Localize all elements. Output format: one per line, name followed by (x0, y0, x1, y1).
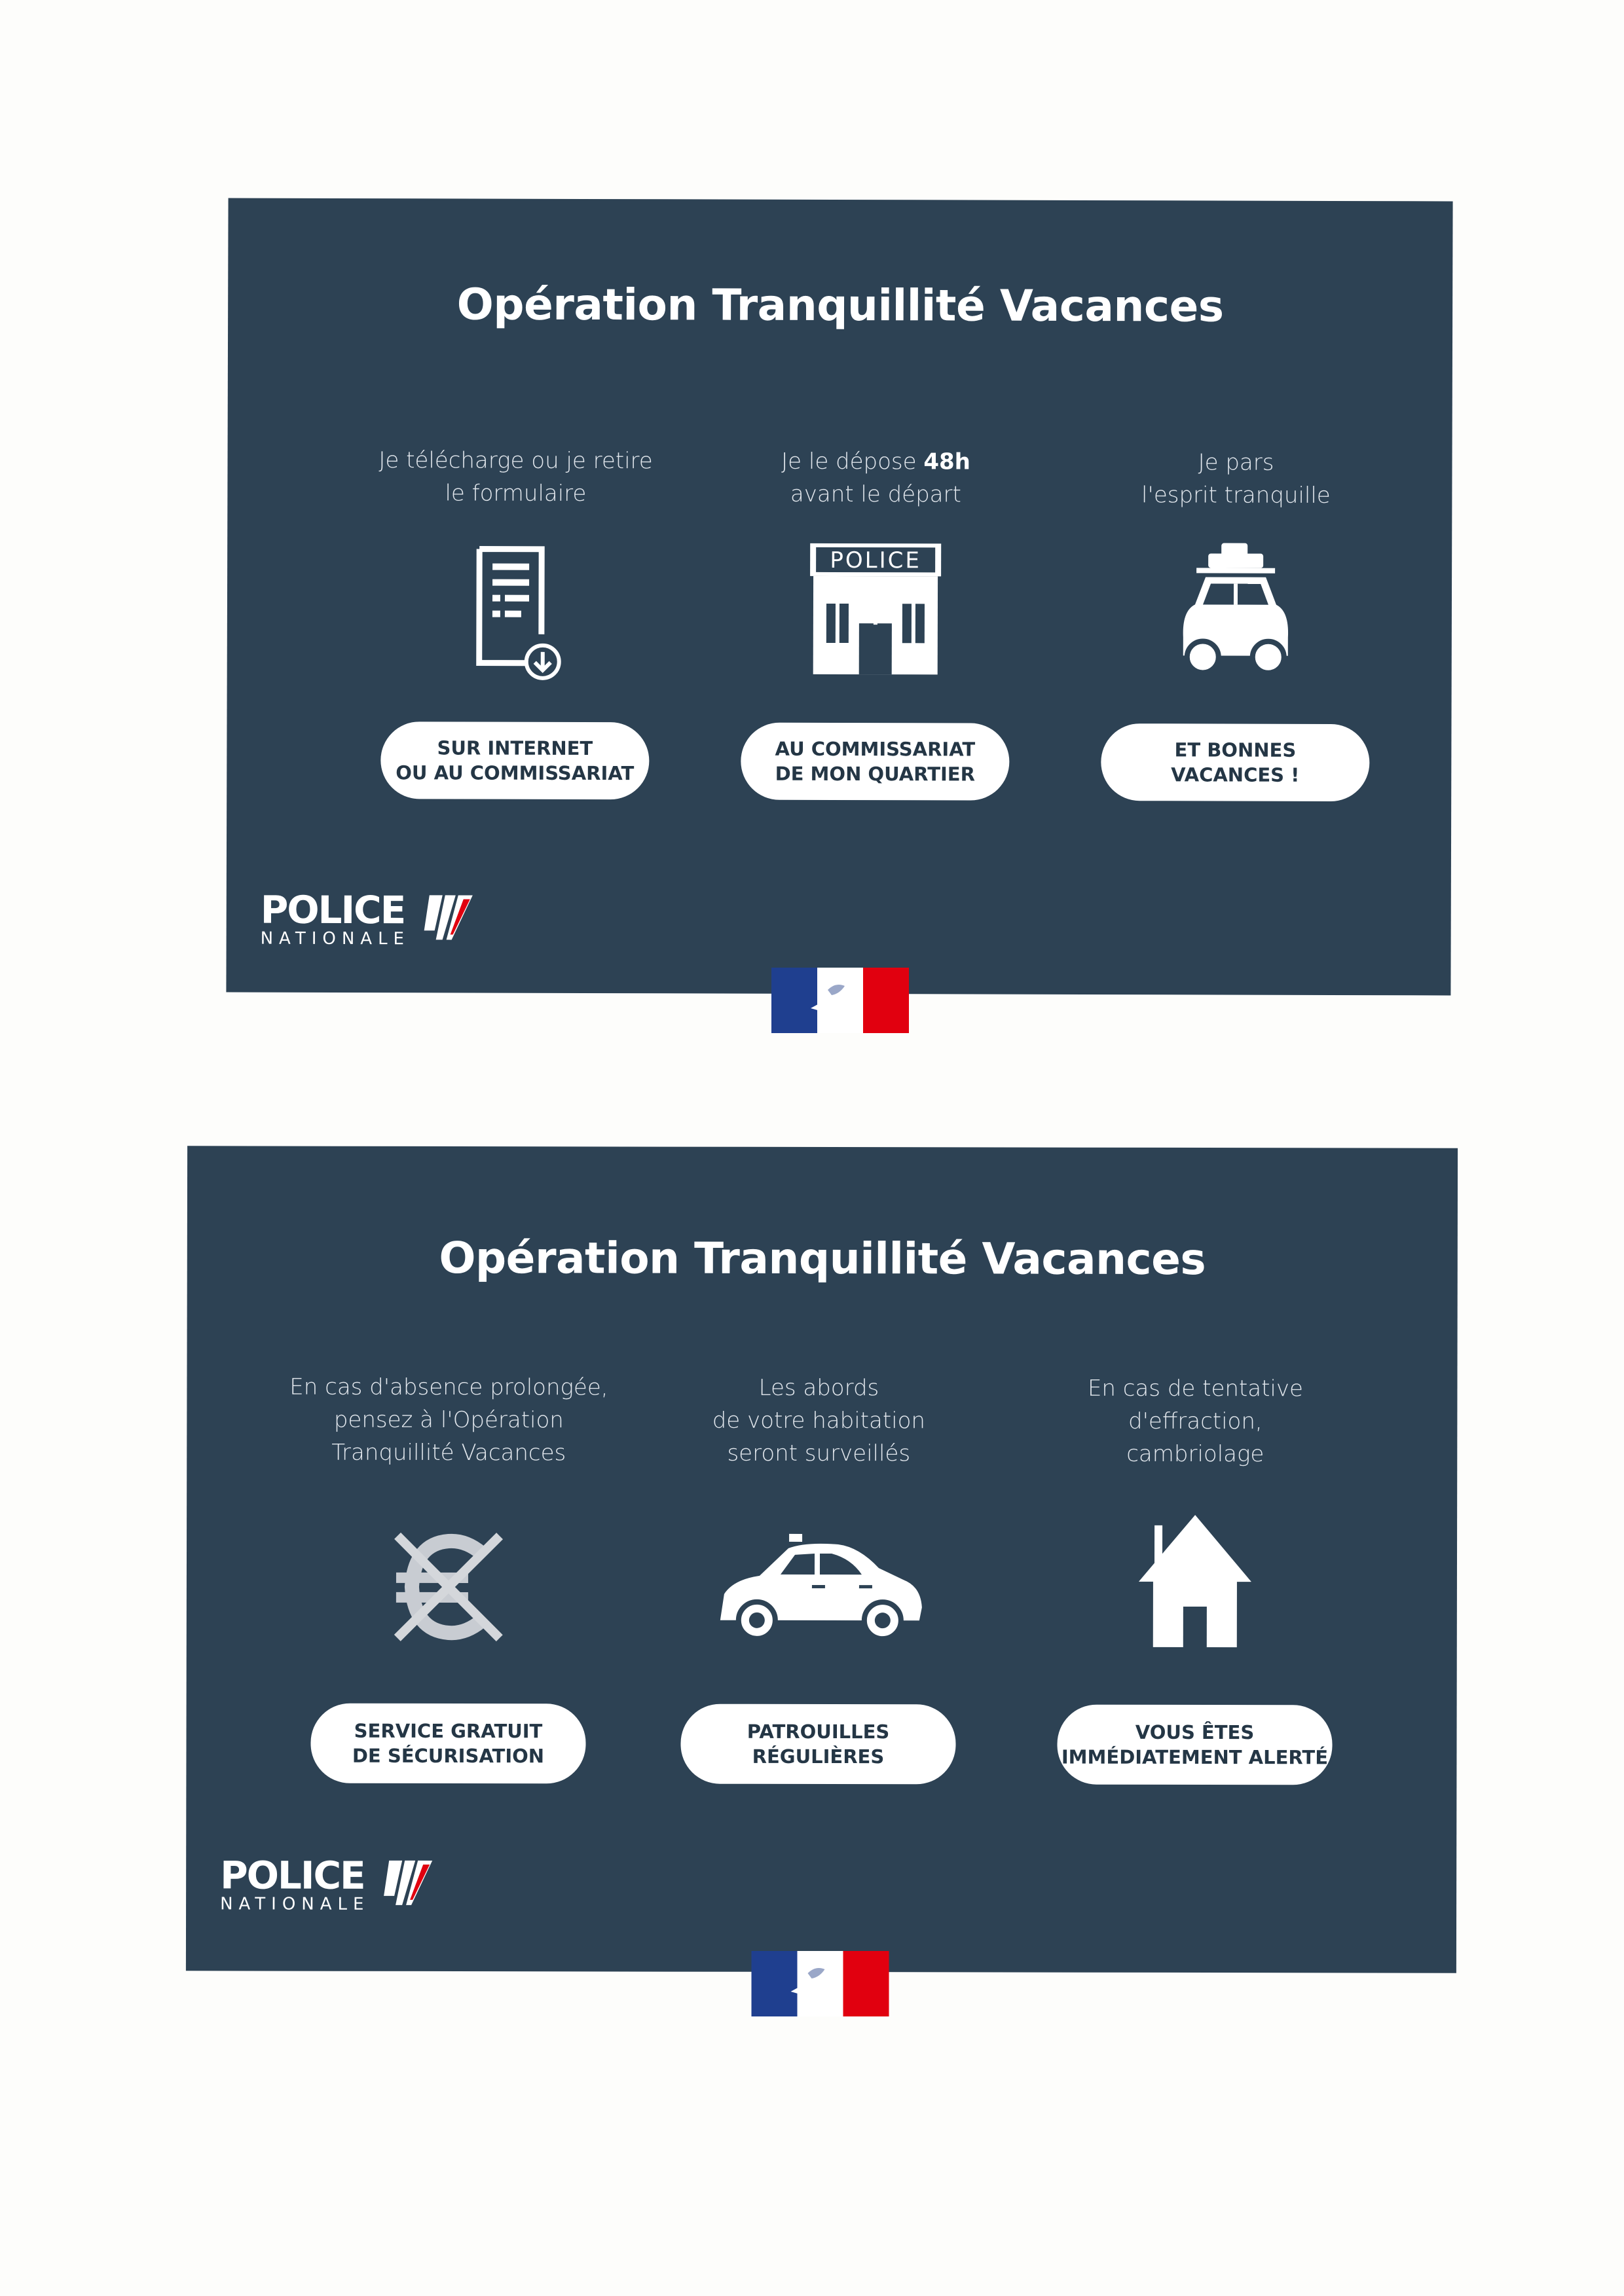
card-title: Opération Tranquillité Vacances (439, 1232, 1206, 1285)
police-station-icon (807, 538, 945, 689)
step-caption: Je pars l'esprit tranquille (1141, 449, 1331, 509)
police-logo-stripes-icon (423, 891, 475, 943)
submit-form-pill: AU COMMISSARIAT DE MON QUARTIER (741, 723, 1009, 801)
marianne-flag-icon (771, 968, 909, 1033)
police-logo-stripes-icon (382, 1857, 435, 1909)
card-departure (226, 198, 1452, 996)
info-patrols (621, 1371, 1015, 1784)
step-caption: Je le dépose 48h avant le départ (781, 448, 970, 508)
good-holidays-pill: ET BONNES VACANCES ! (1101, 723, 1369, 801)
alert-pill: VOUS ÊTES IMMÉDIATEMENT ALERTÉ (1057, 1705, 1332, 1785)
patrols-pill: PATROUILLES RÉGULIÈRES (680, 1704, 955, 1785)
card-title: Opération Tranquillité Vacances (456, 279, 1224, 332)
info-alert (998, 1372, 1392, 1785)
house-icon (1130, 1510, 1261, 1654)
info-caption: En cas de tentative d'effraction, cambriolage (1087, 1375, 1303, 1468)
police-nationale-logo: POLICE NATIONALE (220, 1856, 370, 1914)
card-service (186, 1146, 1458, 1973)
police-nationale-logo: POLICE NATIONALE (261, 891, 411, 949)
marianne-flag-icon (750, 1951, 891, 2016)
car-luggage-icon (1157, 539, 1315, 690)
step-download-form (318, 444, 712, 800)
form-download-icon (463, 537, 568, 687)
info-free-service (251, 1370, 645, 1783)
free-service-pill: SERVICE GRATUIT DE SÉCURISATION (310, 1704, 585, 1784)
step-leave-peacefully (1039, 446, 1432, 802)
download-form-pill: SUR INTERNET OU AU COMMISSARIAT (380, 721, 649, 799)
info-caption: Les abords de votre habitation seront surveillés (712, 1374, 926, 1467)
crossed-euro-icon (383, 1522, 514, 1652)
svg-text:POLICE: POLICE (830, 547, 921, 574)
info-caption: En cas d'absence prolongée, pensez à l'Opération Tranquillité Vacances (289, 1374, 608, 1467)
step-submit-form (678, 445, 1072, 801)
police-car-icon (707, 1522, 930, 1654)
step-caption: Je télécharge ou je retire le formulaire (378, 447, 653, 507)
